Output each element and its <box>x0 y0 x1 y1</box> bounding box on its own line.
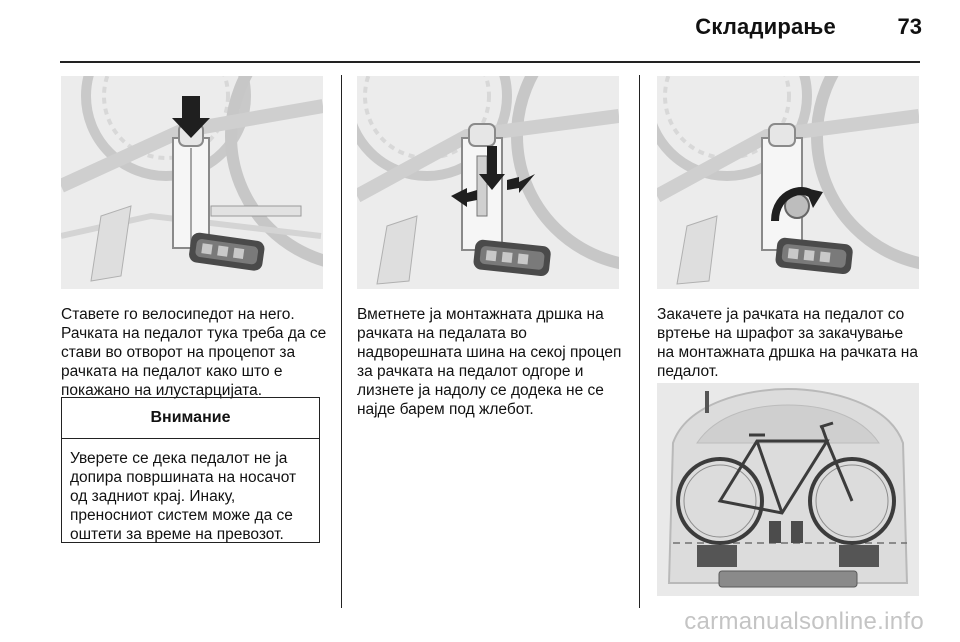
screw-hook-illustration <box>657 76 919 289</box>
column-divider-1 <box>341 75 342 608</box>
middle-paragraph: Вметнете ја монтажната дршка на рачката на педалата во надворешната шина на секој процеп за рачката на педалот одгоре и лизнете ја надолу се додека не се најде барем под жлебот. <box>357 306 622 418</box>
pedal-insert-illustration <box>61 76 323 289</box>
left-paragraph: Ставете го велосипедот на него. Рачката на педалот тука треба да се стави во отворот на процепот за рачката на педалот како што е покажано на илустарцијата. <box>61 306 327 399</box>
column-divider-2 <box>639 75 640 608</box>
watermark: carmanualsonline.info <box>684 608 924 635</box>
mounting-handle-illustration <box>357 76 619 289</box>
right-paragraph: Закачете ја рачката на педалот со вртење на шрафот за закачување на монтажната дршка на рачката на педалот. <box>657 306 918 380</box>
header-rule <box>60 61 920 63</box>
bike-on-carrier-illustration <box>657 383 919 596</box>
page-number: 73 <box>897 14 922 39</box>
warning-text: Уверете се дека педалот не ја допира површината на носачот од задниот крај. Инаку, преносниот систем може да се оштети за време на превозот. <box>70 450 297 543</box>
page-title: Складирање <box>695 14 836 39</box>
warning-box <box>61 397 320 543</box>
warning-title: Внимание <box>62 398 319 439</box>
